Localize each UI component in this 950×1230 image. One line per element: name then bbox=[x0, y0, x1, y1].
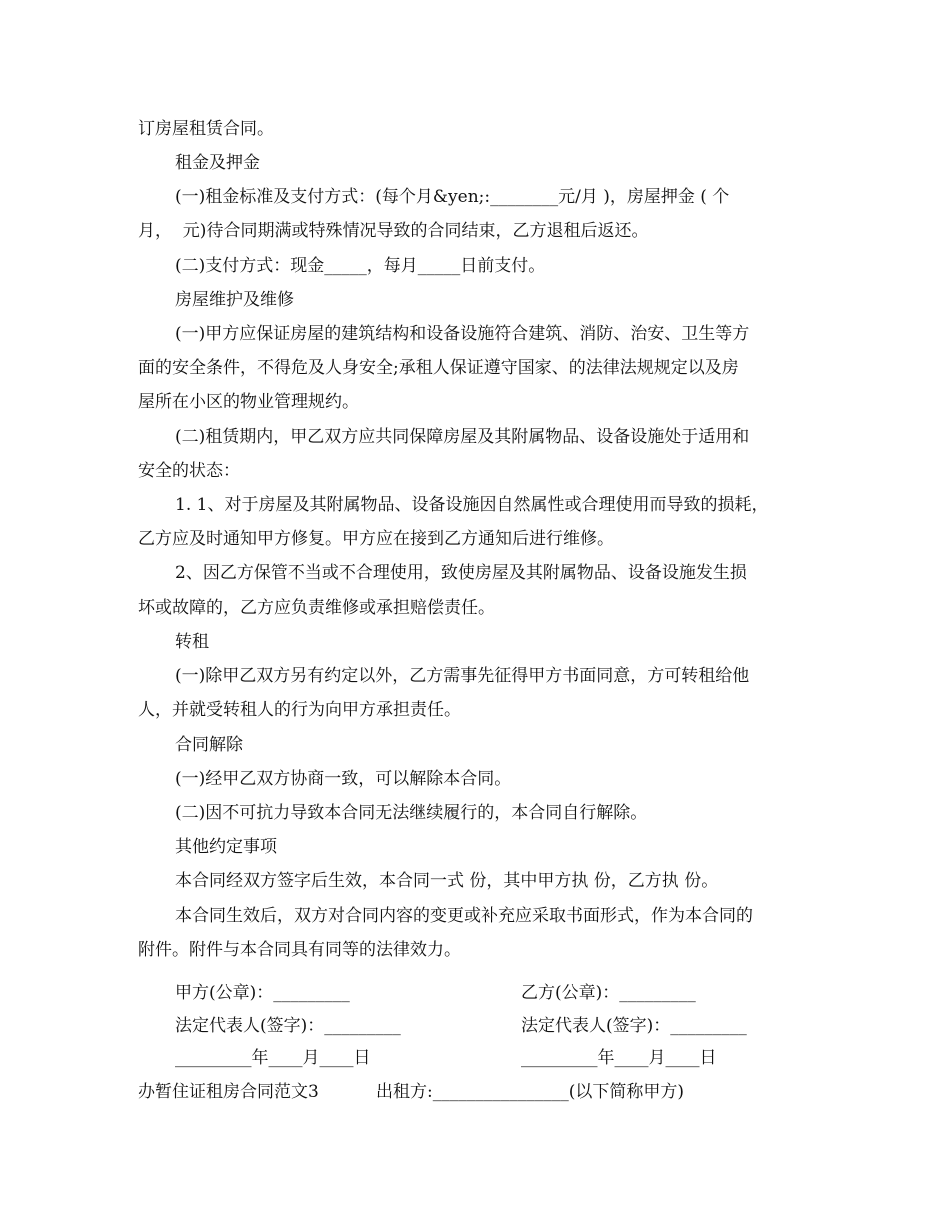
party-b-date: _________年____月____日 bbox=[521, 1048, 717, 1068]
document-line: 1. 1、对于房屋及其附属物品、设备设施因自然属性或合理使用而导致的损耗， bbox=[175, 495, 769, 515]
document-line: (二)租赁期内，甲乙双方应共同保障房屋及其附属物品、设备设施处于适用和 bbox=[175, 427, 750, 447]
document-line: 合同解除 bbox=[175, 735, 243, 755]
document-line: 坏或故障的，乙方应负责维修或承担赔偿责任。 bbox=[138, 598, 495, 618]
document-line: 面的安全条件，不得危及人身安全;承租人保证遵守国家、的法律法规规定以及房 bbox=[138, 358, 739, 378]
next-contract-title: 办暂住证租房合同范文3 bbox=[138, 1082, 319, 1102]
document-line: 房屋维护及维修 bbox=[175, 290, 294, 310]
document-line: 订房屋租赁合同。 bbox=[138, 119, 274, 139]
document-line: 乙方应及时通知甲方修复。甲方应在接到乙方通知后进行维修。 bbox=[138, 529, 614, 549]
document-line: 2、因乙方保管不当或不合理使用，致使房屋及其附属物品、设备设施发生损 bbox=[175, 563, 747, 583]
document-line: (一)除甲乙双方另有约定以外，乙方需事先征得甲方书面同意，方可转租给他 bbox=[175, 666, 750, 686]
document-line: (一)甲方应保证房屋的建筑结构和设备设施符合建筑、消防、治安、卫生等方 bbox=[175, 324, 750, 344]
document-line: 附件。附件与本合同具有同等的法律效力。 bbox=[138, 940, 461, 960]
party-b-seal: 乙方(公章)：_________ bbox=[521, 983, 696, 1003]
document-line: (一)租金标准及支付方式：(每个月&yen;:________元/月 )，房屋押金 ( 个 bbox=[175, 187, 730, 207]
party-a-date: _________年____月____日 bbox=[175, 1048, 371, 1068]
document-line: (一)经甲乙双方协商一致，可以解除本合同。 bbox=[175, 769, 512, 789]
document-line: 其他约定事项 bbox=[175, 837, 277, 857]
document-line: 安全的状态： bbox=[138, 461, 240, 481]
document-line: (二)因不可抗力导致本合同无法继续履行的，本合同自行解除。 bbox=[175, 803, 648, 823]
document-line: (二)支付方式：现金_____，每月_____日前支付。 bbox=[175, 256, 546, 276]
document-line: 人，并就受转租人的行为向甲方承担责任。 bbox=[138, 700, 461, 720]
party-b-representative: 法定代表人(签字)：_________ bbox=[521, 1016, 747, 1036]
party-a-representative: 法定代表人(签字)：_________ bbox=[175, 1016, 401, 1036]
document-line: 屋所在小区的物业管理规约。 bbox=[138, 392, 359, 412]
document-line: 月， 元)待合同期满或特殊情况导致的合同结束，乙方退租后返还。 bbox=[138, 221, 649, 241]
lessor-line: 出租方:________________(以下简称甲方) bbox=[376, 1082, 684, 1102]
document-line: 租金及押金 bbox=[175, 153, 260, 173]
document-line: 本合同生效后，双方对合同内容的变更或补充应采取书面形式，作为本合同的 bbox=[175, 906, 753, 926]
document-line: 转租 bbox=[175, 632, 209, 652]
document-line: 本合同经双方签字后生效，本合同一式 份，其中甲方执 份，乙方执 份。 bbox=[175, 871, 719, 891]
party-a-seal: 甲方(公章)：_________ bbox=[175, 983, 350, 1003]
